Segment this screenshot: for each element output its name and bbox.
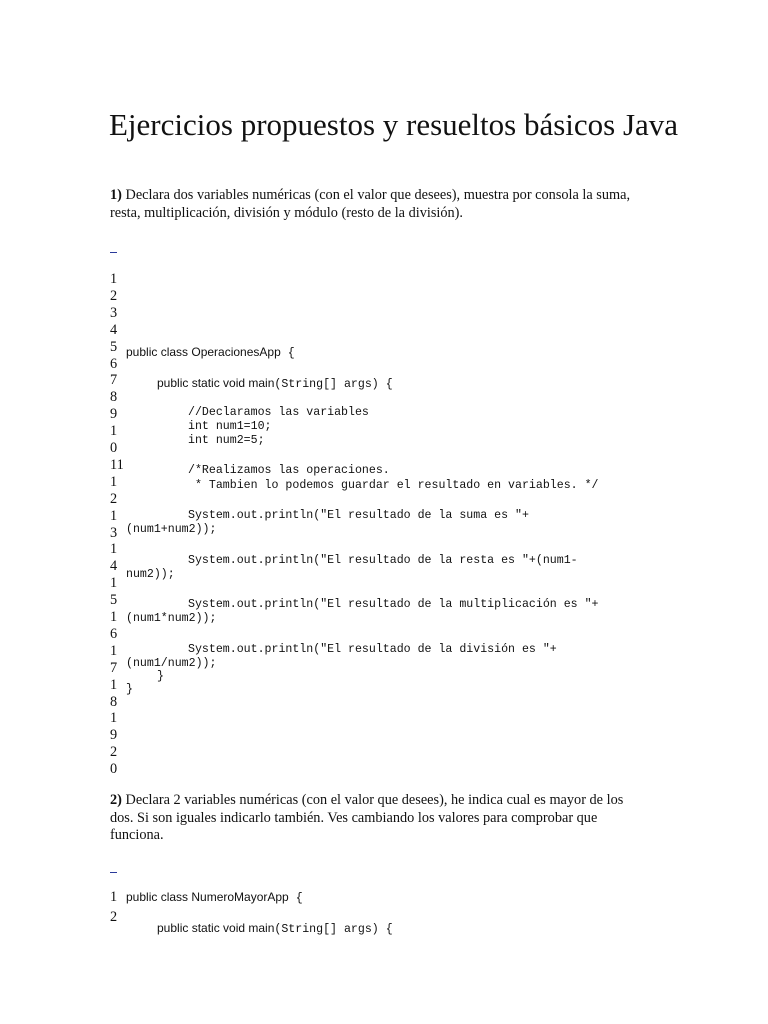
line-number: 4 xyxy=(110,558,118,575)
line-number: 1 xyxy=(110,473,118,490)
line-number: 9 xyxy=(110,406,118,423)
line-number: 8 xyxy=(110,389,118,406)
line-number: 1 xyxy=(110,575,118,592)
line-number: 6 xyxy=(110,355,118,372)
line-number: 2 xyxy=(110,744,118,761)
code-line: public class NumeroMayorApp { xyxy=(126,890,303,905)
exercise-1-code-marker xyxy=(110,252,117,253)
line-number: 1 xyxy=(110,710,118,727)
code-line: (num1/num2)); xyxy=(126,657,217,670)
exercise-2-number: 2) xyxy=(110,792,122,808)
code-line: System.out.println("El resultado de la resta es "+(num1- xyxy=(188,554,578,567)
line-number: 5 xyxy=(110,592,118,609)
line-number: 7 xyxy=(110,659,118,676)
line-number: 2 xyxy=(110,909,118,925)
code-line: } xyxy=(157,670,164,683)
exercise-1-statement xyxy=(110,187,650,222)
exercise-2-statement xyxy=(110,792,650,845)
line-number: 3 xyxy=(110,524,118,541)
exercise-2-text: Declara 2 variables numéricas (con el valor que desees), he indica cual es mayor de los dos. Si son iguales indicarlo también. Ves cambiando los valores para comprobar que funciona. xyxy=(110,792,624,844)
line-number: 1 xyxy=(110,676,118,693)
line-number: 6 xyxy=(110,625,118,642)
code-line: * Tambien lo podemos guardar el resultado en variables. */ xyxy=(188,479,599,492)
code-line: //Declaramos las variables xyxy=(188,406,369,419)
code-line: int num1=10; xyxy=(188,420,272,433)
line-number: 3 xyxy=(110,304,118,321)
code-line: System.out.println("El resultado de la división es "+ xyxy=(188,643,557,656)
code-line: public static void main(String[] args) { xyxy=(157,921,393,936)
code-line: int num2=5; xyxy=(188,434,265,447)
code-line: (num1*num2)); xyxy=(126,612,217,625)
code-line: System.out.println("El resultado de la multiplicación es "+ xyxy=(188,598,599,611)
line-number: 7 xyxy=(110,372,118,389)
line-number: 9 xyxy=(110,727,118,744)
line-number: 1 xyxy=(110,541,118,558)
line-number: 11 xyxy=(110,456,124,473)
code-line: public static void main(String[] args) { xyxy=(157,376,393,391)
line-number: 1 xyxy=(110,889,118,905)
line-number: 1 xyxy=(110,271,118,287)
code-line: num2)); xyxy=(126,568,175,581)
line-number: 8 xyxy=(110,693,118,710)
code-line: } xyxy=(126,683,133,696)
line-number: 1 xyxy=(110,507,118,524)
code-line: (num1+num2)); xyxy=(126,523,217,536)
page-title: Ejercicios propuestos y resueltos básicos Java xyxy=(109,107,679,142)
code-line: /*Realizamos las operaciones. xyxy=(188,464,390,477)
line-number: 0 xyxy=(110,761,118,778)
exercise-2-code-marker xyxy=(110,872,117,873)
line-number: 0 xyxy=(110,440,118,456)
code-line: System.out.println("El resultado de la suma es "+ xyxy=(188,509,529,522)
line-number: 5 xyxy=(110,338,118,355)
line-number: 2 xyxy=(110,490,118,507)
code-line: public class OperacionesApp { xyxy=(126,345,295,360)
line-number: 1 xyxy=(110,609,118,625)
exercise-1-number: 1) xyxy=(110,187,122,203)
line-number: 2 xyxy=(110,287,118,304)
line-number: 1 xyxy=(110,423,118,440)
exercise-1-text: Declara dos variables numéricas (con el valor que desees), muestra por consola la suma, resta, multiplicación, división y módulo (resto de la división). xyxy=(110,187,631,221)
line-number: 1 xyxy=(110,642,118,659)
line-number: 4 xyxy=(110,321,118,338)
